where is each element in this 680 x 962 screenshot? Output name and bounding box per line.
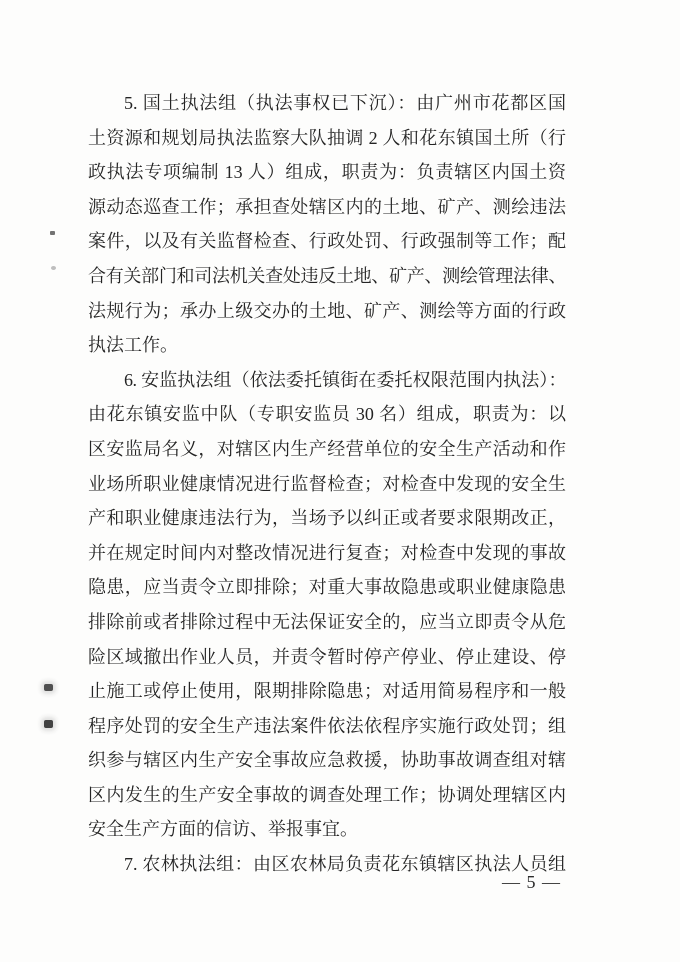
paragraph-5-last-line: 执法工作。 (88, 335, 178, 356)
document-line: 区安监局名义，对辖区内生产经营单位的安全生产活动和作 (88, 438, 566, 459)
document-line: 合有关部门和司法机关查处违反土地、矿产、测绘管理法律、 (88, 265, 566, 286)
scan-speck (50, 231, 55, 235)
document-line: 土资源和规划局执法监察大队抽调 2 人和花东镇国土所（行 (88, 127, 566, 148)
scan-speck (44, 684, 53, 691)
document-line: 织参与辖区内生产安全事故应急救援，协助事故调查组对辖 (88, 750, 566, 771)
document-line: 法规行为；承办上级交办的土地、矿产、测绘等方面的行政 (88, 300, 566, 321)
document-line: 业场所职业健康情况进行监督检查；对检查中发现的安全生 (88, 473, 566, 494)
document-line: 案件，以及有关监督检查、行政处罚、行政强制等工作；配 (88, 231, 566, 252)
document-line: 产和职业健康违法行为，当场予以纠正或者要求限期改正， (88, 508, 566, 529)
page-number: — 5 — (502, 872, 561, 892)
document-line: 排除前或者排除过程中无法保证安全的，应当立即责令从危 (88, 611, 566, 632)
document-line: 由花东镇安监中队（专职安监员 30 名）组成，职责为：以 (88, 404, 566, 425)
paragraph-5-heading-line: 5. 国土执法组（执法事权已下沉）：由广州市花都区国 (124, 93, 566, 113)
scan-speck (44, 720, 53, 728)
document-body (88, 86, 566, 882)
scan-speck (51, 266, 56, 270)
document-line: 险区域撤出作业人员，并责令暂时停产停业、停止建设、停 (88, 646, 566, 667)
document-line: 隐患，应当责令立即排除；对重大事故隐患或职业健康隐患 (88, 577, 566, 598)
paragraph-7-heading-line: 7. 农林执法组：由区农林局负责花东镇辖区执法人员组 (124, 854, 566, 875)
document-line: 并在规定时间内对整改情况进行复查；对检查中发现的事故 (88, 542, 566, 563)
paragraph-6-last-line: 安全生产方面的信访、举报事宜。 (88, 819, 358, 840)
document-line: 源动态巡查工作；承担查处辖区内的土地、矿产、测绘违法 (88, 196, 566, 217)
document-line: 程序处罚的安全生产违法案件依法依程序实施行政处罚；组 (88, 715, 566, 736)
document-line: 区内发生的生产安全事故的调查处理工作；协调处理辖区内 (88, 784, 566, 805)
paragraph-6-heading-line: 6. 安监执法组（依法委托镇街在委托权限范围内执法）： (124, 369, 566, 390)
document-line: 止施工或停止使用，限期排除隐患；对适用简易程序和一般 (88, 681, 566, 702)
document-line: 政执法专项编制 13 人）组成，职责为：负责辖区内国土资 (88, 162, 566, 183)
